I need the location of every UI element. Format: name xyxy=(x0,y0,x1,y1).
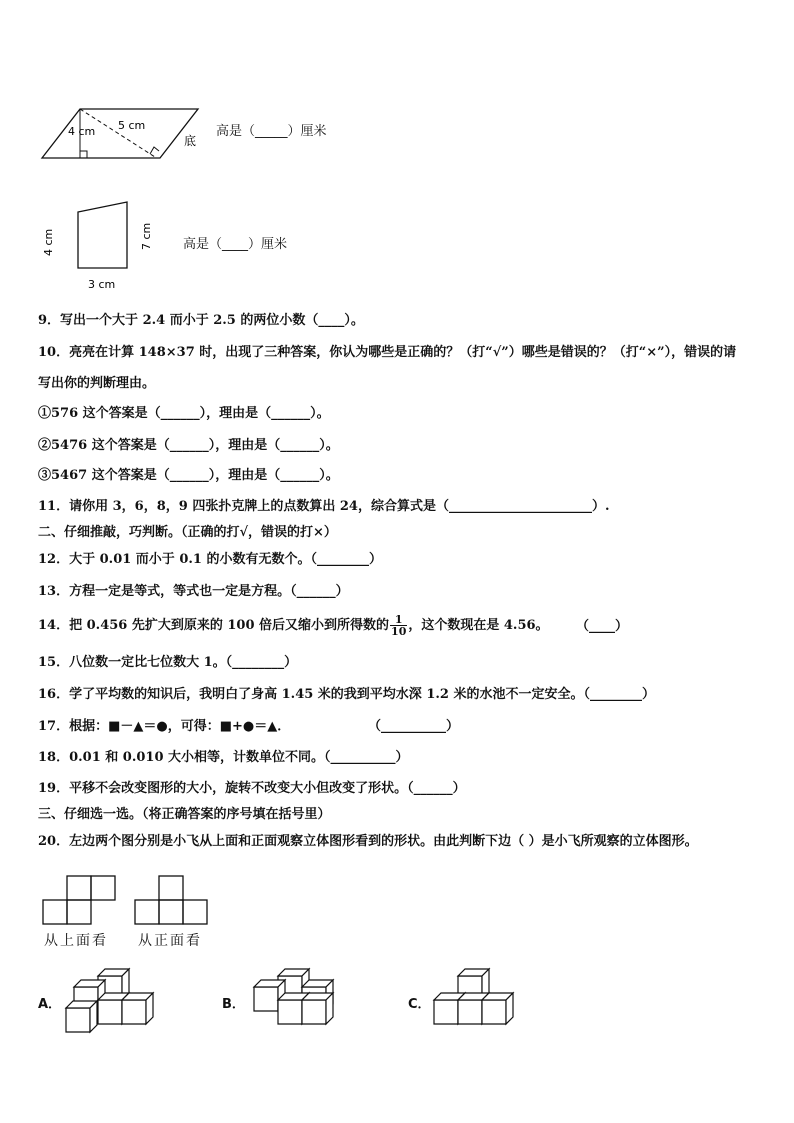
parallelogram-figure xyxy=(38,105,208,165)
question-19: 19．平移不会改变图形的大小，旋转不改变大小但改变了形状。（______） xyxy=(38,781,466,796)
question-10-option1: ①576 这个答案是（______），理由是（______）。 xyxy=(38,406,330,421)
question-16: 16．学了平均数的知识后，我明白了身高 1.45 米的我到平均水深 1.2 米的水池不一定安全。（________） xyxy=(38,687,655,702)
section-3-heading: 三、仔细选一选。（将正确答案的序号填在括号里） xyxy=(38,807,331,822)
top-view-label: 从上面看 xyxy=(44,933,108,949)
question-17 xyxy=(38,718,460,736)
q17-text: 17．根据：■－▲＝●，可得：■+●＝▲． xyxy=(38,719,291,734)
unit-cube xyxy=(482,993,513,1024)
slant-5cm-label: 5 cm xyxy=(118,119,146,132)
q14-text-after: ，这个数现在是 4.56。 xyxy=(408,618,549,633)
unit-cube xyxy=(66,1001,97,1032)
q14-answer-blank: （____） xyxy=(576,619,629,634)
q17-answer-blank: （__________） xyxy=(368,719,460,734)
top-view-diagram xyxy=(42,874,122,926)
question-20: 20．左边两个图分别是小飞从上面和正面观察立体图形看到的形状。由此判断下边（ ）是小飞所观察的立体图形。 xyxy=(38,834,698,849)
fig1-answer: 高是（_____）厘米 xyxy=(216,124,327,139)
height-4cm-label: 4 cm xyxy=(68,125,96,138)
question-15: 15．八位数一定比七位数大 1。（________） xyxy=(38,655,298,670)
q14-text-before: 14．把 0.456 先扩大到原来的 100 倍后又缩小到所得数的 xyxy=(38,618,390,633)
question-10-line1: 10．亮亮在计算 148×37 时，出现了三种答案，你认为哪些是正确的？（打“√”）哪些是错误的？（打“×”），错误的请 xyxy=(38,345,737,360)
question-10-line2: 写出你的判断理由。 xyxy=(38,376,156,391)
question-9: 9．写出一个大于 2.4 而小于 2.5 的两位小数（____）。 xyxy=(38,313,364,328)
option-a-cube-figure[interactable] xyxy=(62,966,162,1036)
question-11: 11．请你用 3，6，8，9 四张扑克牌上的点数算出 24，综合算式是（______________________）. xyxy=(38,499,610,514)
question-10-option3: ③5467 这个答案是（______），理由是（______）。 xyxy=(38,468,339,483)
trapezoid-figure xyxy=(38,198,168,293)
front-view-label: 从正面看 xyxy=(138,933,202,949)
option-b-label[interactable]: B． xyxy=(222,997,245,1012)
unit-cube xyxy=(302,993,333,1024)
bottom-3cm-label: 3 cm xyxy=(88,278,116,291)
right-7cm-label: 7 cm xyxy=(140,222,153,250)
fraction-one-tenth: $\frac{1}{10}$ xyxy=(391,613,407,638)
question-12: 12．大于 0.01 而小于 0.1 的小数有无数个。（________） xyxy=(38,552,382,567)
front-view-diagram xyxy=(134,874,214,926)
base-label: 底 xyxy=(184,134,197,148)
option-c-label[interactable]: C． xyxy=(408,997,431,1012)
question-10-option2: ②5476 这个答案是（______），理由是（______）。 xyxy=(38,438,339,453)
left-4cm-label: 4 cm xyxy=(42,228,55,256)
fig2-answer: 高是（____）厘米 xyxy=(183,237,288,252)
option-b-cube-figure[interactable] xyxy=(246,966,346,1036)
question-13: 13．方程一定是等式，等式也一定是方程。（______） xyxy=(38,584,349,599)
unit-cube xyxy=(122,993,153,1024)
option-c-cube-figure[interactable] xyxy=(428,966,528,1036)
option-a-label[interactable]: A． xyxy=(38,997,62,1012)
question-18: 18．0.01 和 0.010 大小相等，计数单位不同。（__________） xyxy=(38,750,409,765)
section-2-heading: 二、仔细推敲，巧判断。（正确的打√，错误的打×） xyxy=(38,525,337,540)
question-14 xyxy=(38,613,629,638)
